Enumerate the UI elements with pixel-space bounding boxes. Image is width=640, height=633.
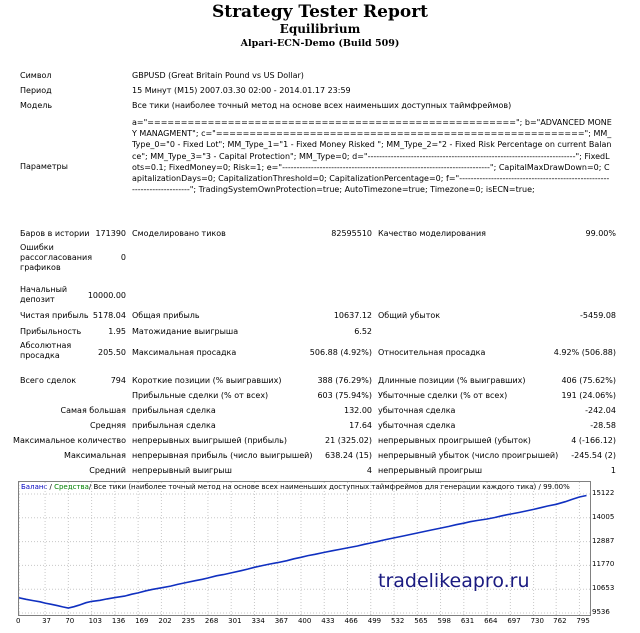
abs-dd-value: 205.50 — [98, 348, 126, 357]
gross-profit-label: Общая прибыль — [132, 311, 200, 320]
x-tick-label: 0 — [16, 617, 21, 625]
maximal-profit-value: 638.24 (15) — [325, 451, 372, 460]
net-value: 5178.04 — [92, 311, 126, 320]
average-label: Средний — [89, 466, 126, 475]
deposit-value: 10000.00 — [87, 291, 126, 300]
rel-dd-value: 4.92% (506.88) — [553, 348, 616, 357]
pf-label: Прибыльность — [20, 327, 82, 336]
maximal-profit-label: непрерывная прибыль (число выигрышей) — [132, 451, 313, 460]
largest-profit-label: прибыльная сделка — [132, 406, 216, 415]
y-tick-label: 9536 — [592, 608, 610, 616]
maxcount-wins-value: 21 (325.02) — [325, 436, 372, 445]
maximal-label: Максимальная — [64, 451, 126, 460]
total-value: 794 — [110, 376, 126, 385]
maxcount-wins-label: непрерывных выигрышей (прибыль) — [132, 436, 287, 445]
x-tick-label: 598 — [437, 617, 451, 625]
x-tick-label: 103 — [88, 617, 102, 625]
abs-dd-label: Абсолютная просадка — [20, 341, 72, 360]
avg-loss-label: убыточная сделка — [378, 421, 456, 430]
bars-label: Баров в истории — [20, 229, 90, 238]
symbol-value: GBPUSD (Great Britain Pound vs US Dollar) — [132, 71, 304, 80]
x-tick-label: 664 — [484, 617, 498, 625]
average-losses-value: 1 — [610, 466, 616, 475]
params-value: a="======================================================="; b="ADVANCED MONEY MANAGMENT"; c="======================================================="; MM_Type_0="0 - Fixed Lot"; MM_Type_1="1 - Fixed Money Risked "; MM_Type_2="2 - Fixed Risk Percentage on current Balance"; MM_Type_3="3 - Capital Protection"; MM_Type=0; d="------------------------------------------------------------------------"; FixedLots=0.1; FixedMoney=0; Risk=1; e="------------------------------------------------------------------------"; CapitalMaxDrawDown=0; CapitalizationDays=0; CapitalizationThreshold=0; CapitalizationPercentage=0; f="------------------------------------------------------------------------"; TradingSystemOwnProtection=true; AutoTimezone=true; Timezone=0; isECN=true; — [132, 118, 612, 195]
quality-label: Качество моделирования — [378, 229, 486, 238]
y-tick-label: 15122 — [592, 489, 615, 497]
y-tick-label: 10653 — [592, 584, 615, 593]
x-tick-label: 466 — [344, 617, 358, 625]
errors-value: 0 — [120, 253, 126, 262]
x-tick-label: 400 — [297, 617, 312, 625]
quality-value: 99.00% — [585, 229, 616, 238]
average-losses-label: непрерывный проигрыш — [378, 466, 483, 475]
avg-profit-label: прибыльная сделка — [132, 421, 216, 430]
x-tick-label: 631 — [460, 617, 475, 625]
gross-profit-value: 10637.12 — [333, 311, 372, 320]
total-label: Всего сделок — [20, 376, 77, 385]
largest-loss-label: убыточная сделка — [378, 406, 456, 415]
x-tick-label: 499 — [367, 617, 382, 625]
avg-loss-value: -28.58 — [590, 421, 616, 430]
x-tick-label: 235 — [181, 617, 196, 625]
gross-loss-label: Общий убыток — [378, 311, 441, 320]
x-tick-label: 433 — [321, 617, 335, 625]
maxcount-losses-value: 4 (-166.12) — [571, 436, 616, 445]
avg-label: Средняя — [90, 421, 126, 430]
max-dd-value: 506.88 (4.92%) — [309, 348, 372, 357]
x-tick-label: 367 — [274, 617, 289, 625]
x-tick-label: 795 — [576, 617, 590, 625]
period-label: Период — [20, 86, 52, 95]
largest-loss-value: -242.04 — [585, 406, 616, 415]
x-tick-label: 730 — [530, 617, 544, 625]
chart-plot — [19, 482, 590, 615]
symbol-label: Символ — [20, 71, 52, 80]
average-wins-label: непрерывный выигрыш — [132, 466, 232, 475]
balance-chart — [18, 481, 591, 616]
gross-loss-value: -5459.08 — [580, 311, 616, 320]
x-tick-label: 762 — [553, 617, 567, 625]
legend-text: / Все тики (наиболее точный метод на основе всех наименьших доступных таймфреймов для генерации каждого тика) / 99.00% — [88, 483, 570, 491]
y-tick-label: 14005 — [592, 512, 615, 521]
ticks-value: 82595510 — [331, 229, 372, 238]
loss-trades-value: 191 (24.06%) — [561, 391, 616, 400]
x-tick-label: 268 — [204, 617, 219, 625]
maximal-loss-label: непрерывный убыток (число проигрышей) — [378, 451, 559, 460]
legend-equity: Средства — [54, 483, 89, 491]
net-label: Чистая прибыль — [20, 311, 89, 320]
deposit-label: Начальный депозит — [20, 285, 68, 304]
x-tick-label: 301 — [228, 617, 242, 625]
report-title: Strategy Tester Report — [211, 2, 429, 22]
x-tick-label: 202 — [158, 617, 172, 625]
avg-profit-value: 17.64 — [349, 421, 372, 430]
pf-value: 1.95 — [108, 327, 126, 336]
params-label: Параметры — [20, 162, 68, 171]
maximal-loss-value: -245.54 (2) — [571, 451, 616, 460]
legend-balance: Баланс — [21, 483, 48, 491]
watermark-text: tradelikeapro.ru — [378, 570, 530, 592]
x-tick-label: 37 — [42, 617, 51, 625]
maxcount-losses-label: непрерывных проигрышей (убыток) — [378, 436, 531, 445]
average-wins-value: 4 — [366, 466, 372, 475]
x-tick-label: 70 — [65, 617, 75, 625]
max-dd-label: Максимальная просадка — [132, 348, 237, 357]
x-tick-label: 697 — [507, 617, 521, 625]
profit-trades-label: Прибыльные сделки (% от всех) — [132, 391, 269, 400]
x-tick-label: 334 — [251, 617, 265, 625]
short-label: Короткие позиции (% выигравших) — [132, 376, 282, 385]
exp-value: 6.52 — [354, 327, 372, 336]
model-value: Все тики (наиболее точный метод на основе всех наименьших доступных таймфреймов) — [132, 101, 512, 110]
errors-label: Ошибки рассогласования графиков — [20, 243, 93, 272]
chart-grid — [19, 482, 590, 615]
x-tick-label: 565 — [414, 617, 428, 625]
chart-legend: Баланс / Средства/ Все тики (наиболее точный метод на основе всех наименьших доступных таймфреймов для генерации каждого тика) / 99.00% — [21, 483, 570, 491]
bars-value: 171390 — [95, 229, 126, 238]
period-value: 15 Минут (M15) 2007.03.30 02:00 - 2014.01.17 23:59 — [132, 86, 351, 95]
maxcount-label: Максимальное количество — [13, 436, 126, 445]
ticks-label: Смоделировано тиков — [132, 229, 226, 238]
x-tick-label: 136 — [111, 617, 126, 625]
x-tick-label: 532 — [391, 617, 405, 625]
x-tick-label: 169 — [135, 617, 149, 625]
exp-label: Матожидание выигрыша — [132, 327, 239, 336]
largest-label: Самая большая — [60, 406, 126, 415]
server-name: Alpari-ECN-Demo (Build 509) — [240, 38, 400, 49]
model-label: Модель — [20, 101, 53, 110]
ea-name: Equilibrium — [279, 22, 361, 36]
long-label: Длинные позиции (% выигравших) — [378, 376, 526, 385]
y-tick-label: 12887 — [592, 536, 615, 545]
loss-trades-label: Убыточные сделки (% от всех) — [378, 391, 508, 400]
rel-dd-label: Относительная просадка — [378, 348, 486, 357]
y-tick-label: 11770 — [592, 560, 615, 569]
short-value: 388 (76.29%) — [317, 376, 372, 385]
largest-profit-value: 132.00 — [344, 406, 372, 415]
long-value: 406 (75.62%) — [561, 376, 616, 385]
profit-trades-value: 603 (75.94%) — [317, 391, 372, 400]
